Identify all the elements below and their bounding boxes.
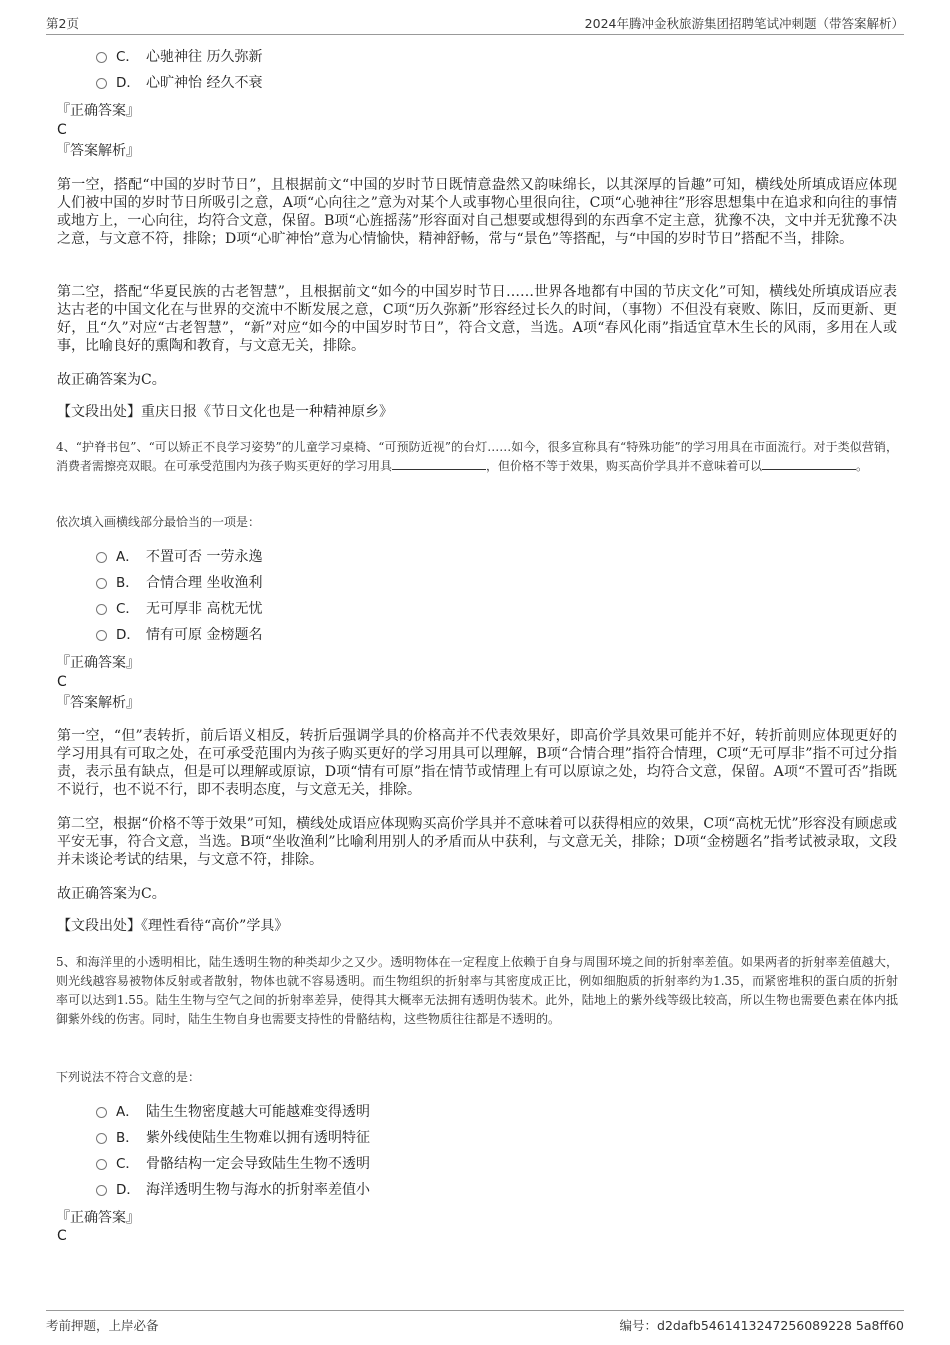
q3-option-d[interactable]: D． 心旷神怡 经久不衰 xyxy=(96,73,262,93)
q5-instruction: 下列说法不符合文意的是： xyxy=(56,1070,201,1084)
q5-answer-label: 『正确答案』 xyxy=(56,1210,140,1226)
q4-stem: 4、“护脊书包”、“可以矫正不良学习姿势”的儿童学习桌椅、“可预防近视”的台灯……如今，很多宣称具有“特殊功能”的学习用具在市面流行。对于类似营销，消费者需擦亮双眼。在可承受范围内为孩子购买更好的学习用具 ，但价格不等于效果，购买高价学具并不意味着可以 。 xyxy=(56,440,898,473)
q3-analysis-paragraph-2: 第二空，搭配“华夏民族的古老智慧”，且根据前文“如今的中国岁时节日……世界各地都有中国的节庆文化”可知，横线处所填成语应表达古老的中国文化在与世界的交流中不断发展之意，C项“历久弥新”形容经过长久的时间，（事物）不但没有衰败、陈旧，反而更新、更好，且“久”对应“古老智慧”，“新”对应“如今的中国岁时节日”，符合文意，当选。A项“春风化雨”指适宜草木生长的风雨，多用在人或事，比喻良好的熏陶和教育，与文意无关，排除。 xyxy=(57,284,897,354)
document-title: 2024年腾冲金秋旅游集团招聘笔试冲刺题（带答案解析） xyxy=(584,16,904,31)
q5-option-c[interactable]: C． 骨骼结构一定会导致陆生生物不透明 xyxy=(96,1154,370,1174)
radio-icon[interactable] xyxy=(96,578,107,589)
q5-answer: C xyxy=(57,1228,67,1244)
page-footer xyxy=(46,1310,904,1333)
q4-analysis-label: 『答案解析』 xyxy=(56,695,140,711)
q3-answer: C xyxy=(57,122,67,138)
radio-icon[interactable] xyxy=(96,1107,107,1118)
q3-answer-label: 『正确答案』 xyxy=(56,103,140,119)
radio-icon[interactable] xyxy=(96,52,107,63)
q3-source: 【文段出处】重庆日报《节日文化也是一种精神原乡》 xyxy=(57,404,393,420)
q3-analysis-label: 『答案解析』 xyxy=(56,143,140,159)
blank-1 xyxy=(392,457,486,470)
q4-option-d[interactable]: D． 情有可原 金榜题名 xyxy=(96,625,262,645)
radio-icon[interactable] xyxy=(96,1133,107,1144)
q4-instruction: 依次填入画横线部分最恰当的一项是： xyxy=(56,515,261,529)
page-header xyxy=(46,12,904,35)
radio-icon[interactable] xyxy=(96,1159,107,1170)
radio-icon[interactable] xyxy=(96,630,107,641)
q5-option-d[interactable]: D． 海洋透明生物与海水的折射率差值小 xyxy=(96,1180,370,1200)
radio-icon[interactable] xyxy=(96,1185,107,1196)
radio-icon[interactable] xyxy=(96,78,107,89)
blank-2 xyxy=(762,457,856,470)
q4-answer-label: 『正确答案』 xyxy=(56,655,140,671)
document-code: 编号：d2dafb5461413247256089228 5a8ff60 xyxy=(619,1318,904,1333)
radio-icon[interactable] xyxy=(96,604,107,615)
q4-option-b[interactable]: B． 合情合理 坐收渔利 xyxy=(96,573,262,593)
q4-option-c[interactable]: C． 无可厚非 高枕无忧 xyxy=(96,599,262,619)
q4-analysis-paragraph-2: 第二空，根据“价格不等于效果”可知，横线处成语应体现购买高价学具并不意味着可以获得相应的效果，C项“高枕无忧”形容没有顾虑或平安无事，符合文意，当选。B项“坐收渔利”比喻利用别人的矛盾而从中获利，与文意无关，排除；D项“金榜题名”指考试被录取，文段并未谈论考试的结果，与文意不符，排除。 xyxy=(57,816,897,868)
page-number: 第2页 xyxy=(46,16,79,31)
q4-conclusion: 故正确答案为C。 xyxy=(57,886,166,902)
q5-option-a[interactable]: A． 陆生生物密度越大可能越难变得透明 xyxy=(96,1102,370,1122)
q4-source: 【文段出处】《理性看待“高价”学具》 xyxy=(57,918,289,934)
footer-slogan: 考前押题，上岸必备 xyxy=(46,1318,159,1333)
q5-option-b[interactable]: B． 紫外线使陆生生物难以拥有透明特征 xyxy=(96,1128,370,1148)
q4-analysis-paragraph-1: 第一空，“但”表转折，前后语义相反，转折后强调学具的价格高并不代表效果好，即高价学具效果可能并不好，转折前则应体现更好的学习用具有可取之处，在可承受范围内为孩子购买更好的学习用具可以理解，B项“合情合理”指符合情理，C项“无可厚非”指不可过分指责，表示虽有缺点，但是可以理解或原谅，D项“情有可原”指在情节或情理上有可以原谅之处，均符合文意，保留。A项“不置可否”指既不说行，也不说不行，即不表明态度，与文意无关，排除。 xyxy=(57,728,897,798)
q3-conclusion: 故正确答案为C。 xyxy=(57,372,166,388)
radio-icon[interactable] xyxy=(96,552,107,563)
q3-analysis-paragraph-1: 第一空，搭配“中国的岁时节日”，且根据前文“中国的岁时节日既情意盎然又韵味绵长，以其深厚的旨趣”可知，横线处所填成语应体现人们被中国的岁时节日所吸引之意，A项“心向往之”意为对某个人或事物心里很向往，C项“心驰神往”形容思想集中在追求和向往的事情或地方上，一心向往，均符合文意，保留。B项“心旌摇荡”形容面对自己想要或想得到的东西拿不定主意，犹豫不决，文中并无犹豫不决之意，与文意不符，排除；D项“心旷神怡”意为心情愉快，精神舒畅，常与“景色”等搭配，与“中国的岁时节日”搭配不当，排除。 xyxy=(57,177,897,247)
q4-answer: C xyxy=(57,674,67,690)
q3-option-c[interactable]: C． 心驰神往 历久弥新 xyxy=(96,47,262,67)
q4-option-a[interactable]: A． 不置可否 一劳永逸 xyxy=(96,547,262,567)
q5-stem: 5、和海洋里的小透明相比，陆生透明生物的种类却少之又少。透明物体在一定程度上依赖于自身与周围环境之间的折射率差值。如果两者的折射率差值越大，则光线越容易被物体反射或者散射，物体也就不容易透明。而生物组织的折射率与其密度成正比，例如细胞质的折射率约为1.35，而紧密堆积的蛋白质的折射率可以达到1.55。陆生生物与空气之间的折射率差异，使得其大概率无法拥有透明伪装术。此外，陆地上的紫外线等级比较高，所以生物也需要色素在体内抵御紫外线的伤害。同时，陆生生物自身也需要支持性的骨骼结构，这些物质往往都是不透明的。 xyxy=(56,955,898,1026)
